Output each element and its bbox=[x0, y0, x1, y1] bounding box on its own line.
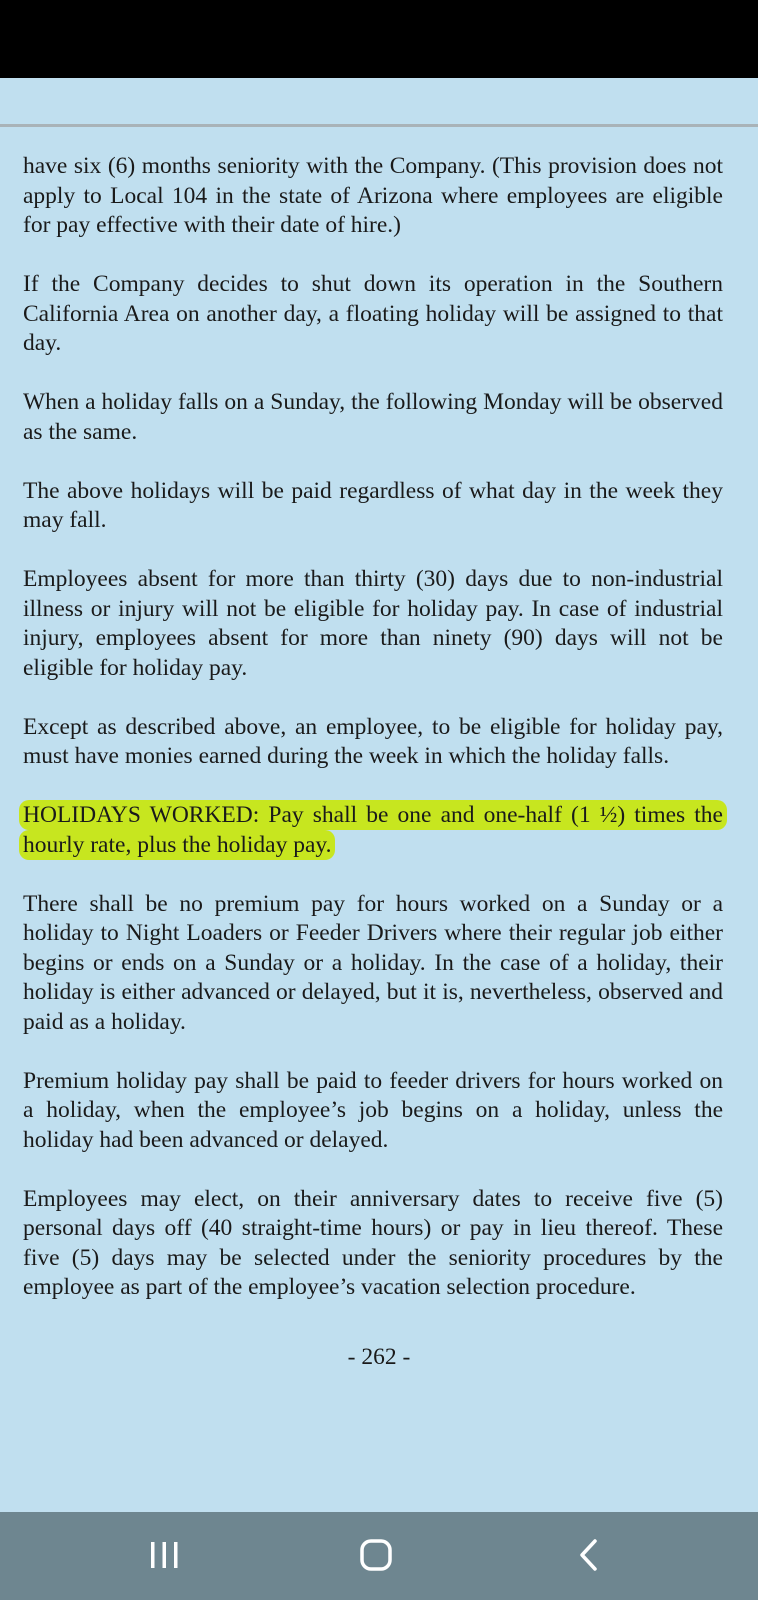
toolbar-divider bbox=[0, 124, 758, 127]
paragraph-premium-pay-night-loaders: There shall be no premium pay for hours worked on a Sunday or a holiday to Night Loaders or Feeder Drivers where their regular job either begins or ends on a Sunday or a holiday. In the case of a holiday, their holiday is either advanced or delayed, but it is, nevertheless, observed and paid as a holiday. bbox=[23, 890, 723, 1035]
status-bar bbox=[0, 0, 758, 78]
highlighted-text[interactable]: HOLIDAYS WORKED: Pay shall be one and one-half (1 ½) times the hourly rate, plus the holiday pay. bbox=[19, 800, 727, 860]
recent-apps-icon bbox=[104, 1512, 224, 1600]
document-page-text bbox=[23, 152, 723, 1303]
paragraph-eligibility: Except as described above, an employee, to be eligible for holiday pay, must have monies earned during the week in which the holiday falls. bbox=[23, 713, 723, 769]
recent-apps-button[interactable] bbox=[104, 1512, 224, 1600]
home-icon bbox=[316, 1512, 436, 1600]
paragraph-holidays-worked[interactable] bbox=[23, 801, 723, 860]
paragraph-absent-employees: Employees absent for more than thirty (30) days due to non-industrial illness or injury will not be eligible for holiday pay. In case of industrial injury, employees absent for more than ninety (90) days will not be eligible for holiday pay. bbox=[23, 566, 723, 681]
home-button[interactable] bbox=[316, 1512, 436, 1600]
paragraph-seniority: have six (6) months seniority with the Company. (This provision does not apply to Local 104 in the state of Arizona where employees are eligible for pay effective with their date of hire.) bbox=[23, 153, 723, 238]
paragraph-paid-regardless: The above holidays will be paid regardless of what day in the week they may fall. bbox=[23, 477, 723, 533]
back-icon bbox=[528, 1512, 648, 1600]
paragraph-sunday-holiday: When a holiday falls on a Sunday, the following Monday will be observed as the same. bbox=[23, 389, 723, 445]
paragraph-personal-days: Employees may elect, on their anniversary dates to receive five (5) personal days off (40 straight-time hours) or pay in lieu thereof. These five (5) days may be selected under the seniority procedures by the employee as part of the employee’s vacation selection procedure. bbox=[23, 1185, 723, 1300]
page-number: - 262 - bbox=[347, 1344, 411, 1370]
paragraph-shutdown: If the Company decides to shut down its operation in the Southern California Area on another day, a floating holiday will be assigned to that day. bbox=[23, 271, 723, 356]
navigation-bar bbox=[0, 1512, 758, 1600]
back-button[interactable] bbox=[528, 1512, 648, 1600]
paragraph-premium-pay-feeder-drivers: Premium holiday pay shall be paid to feeder drivers for hours worked on a holiday, when the employee’s job begins on a holiday, unless the holiday had been advanced or delayed. bbox=[23, 1067, 723, 1153]
